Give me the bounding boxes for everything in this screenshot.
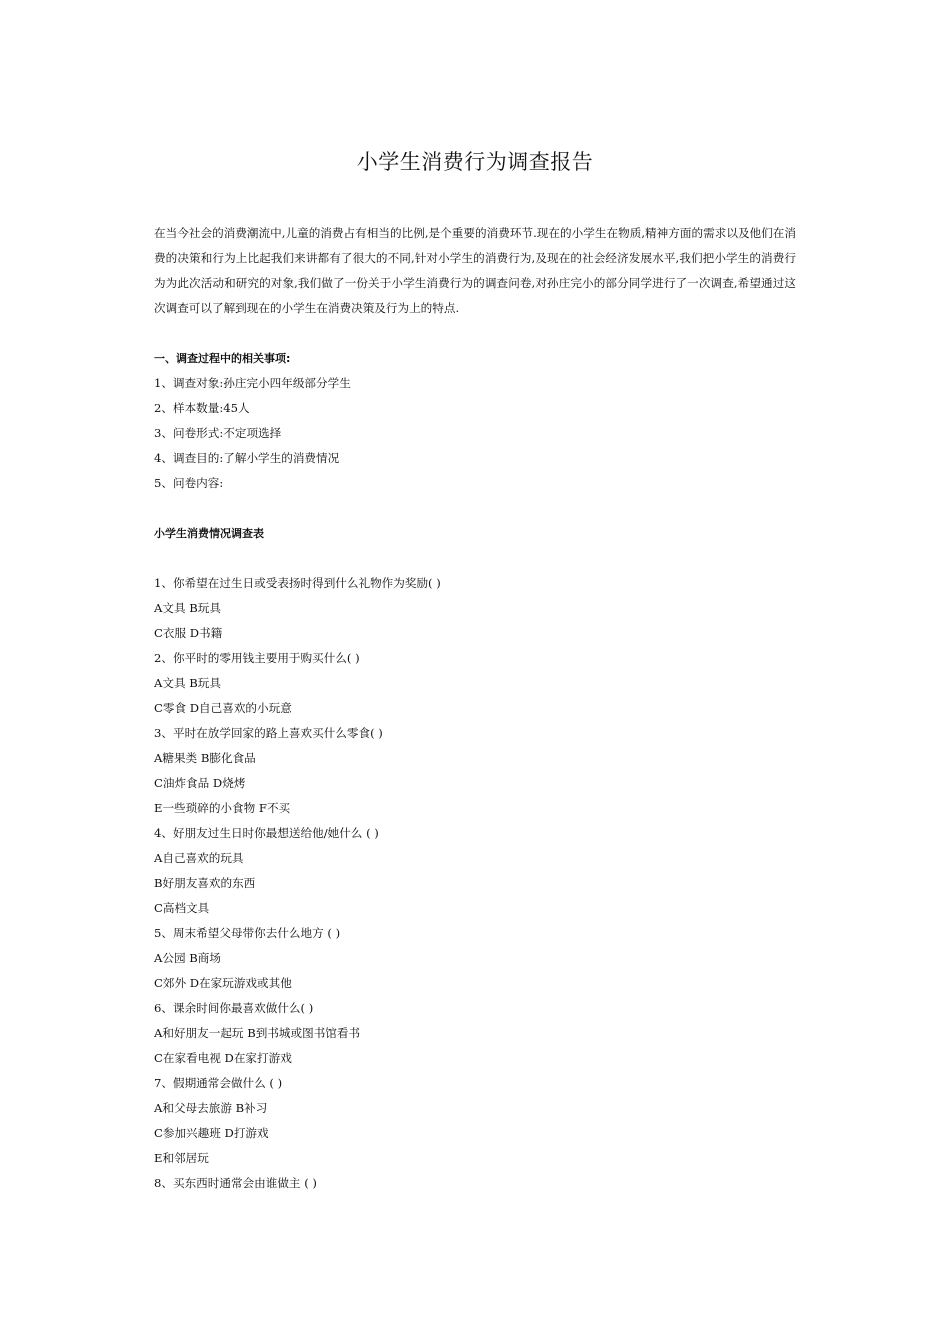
survey-line: E一些琐碎的小食物 F不买 [154,801,291,815]
survey-line: 4、好朋友过生日时你最想送给他/她什么 ( ) [154,826,379,840]
survey-line: A和父母去旅游 B补习 [154,1101,268,1115]
list-item: 2、样本数量:45人 [154,401,250,415]
document-body [154,346,796,1196]
intro-paragraph: 在当今社会的消费潮流中,儿童的消费占有相当的比例,是个重要的消费环节.现在的小学生在物质,精神方面的需求以及他们在消费的决策和行为上比起我们来讲都有了很大的不同,针对小学生的消费行为,及现在的社会经济发展水平,我们把小学生的消费行为为此次活动和研究的对象,我们做了一份关于小学生消费行为的调查问卷,对孙庄完小的部分同学进行了一次调查,希望通过这次调查可以了解到现在的小学生在消费决策及行为上的特点. [154,226,796,315]
spacer [154,546,796,571]
survey-line: A文具 B玩具 [154,601,221,615]
survey-line: 2、你平时的零用钱主要用于购买什么( ) [154,651,360,665]
survey-line: A和好朋友一起玩 B到书城或图书馆看书 [154,1026,361,1040]
list-item: 3、问卷形式:不定项选择 [154,426,282,440]
survey-line: A文具 B玩具 [154,676,221,690]
spacer [154,496,796,521]
survey-line: B好朋友喜欢的东西 [154,876,256,890]
list-item: 4、调查目的:了解小学生的消费情况 [154,451,340,465]
list-item: 1、调查对象:孙庄完小四年级部分学生 [154,376,351,390]
survey-line: C油炸食品 D烧烤 [154,776,246,790]
survey-line: 8、买东西时通常会由谁做主 ( ) [154,1176,317,1190]
survey-line: A自己喜欢的玩具 [154,851,244,865]
survey-line: A糖果类 B膨化食品 [154,751,256,765]
survey-heading: 小学生消费情况调查表 [154,527,264,540]
survey-line: C在家看电视 D在家打游戏 [154,1051,292,1065]
survey-line: C参加兴趣班 D打游戏 [154,1126,269,1140]
section-heading: 一、调查过程中的相关事项: [154,352,291,365]
survey-line: C衣服 D书籍 [154,626,223,640]
survey-line: C零食 D自己喜欢的小玩意 [154,701,292,715]
survey-line: E和邻居玩 [154,1151,209,1165]
list-item: 5、问卷内容: [154,476,224,490]
survey-line: 7、假期通常会做什么 ( ) [154,1076,283,1090]
survey-line: C高档文具 [154,901,210,915]
survey-line: C郊外 D在家玩游戏或其他 [154,976,292,990]
document-title: 小学生消费行为调查报告 [356,150,594,174]
survey-line: 6、课余时间你最喜欢做什么( ) [154,1001,314,1015]
survey-line: 3、平时在放学回家的路上喜欢买什么零食( ) [154,726,383,740]
survey-line: 5、周末希望父母带你去什么地方 ( ) [154,926,341,940]
survey-line: A公园 B商场 [154,951,221,965]
survey-line: 1、你希望在过生日或受表扬时得到什么礼物作为奖励( ) [154,576,441,590]
